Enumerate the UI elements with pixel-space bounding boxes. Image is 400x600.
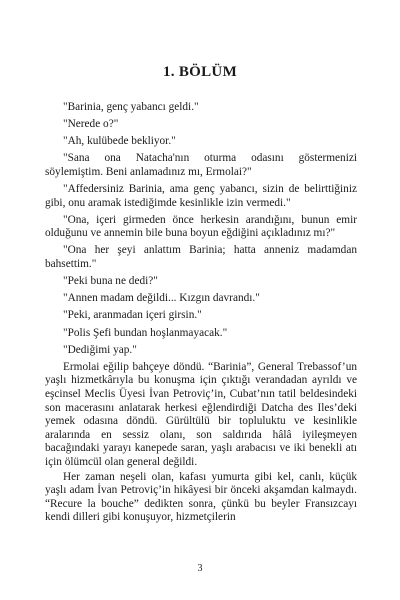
paragraph: "Dediğimi yap." <box>63 343 137 356</box>
paragraph: "Peki buna ne dedi?" <box>63 275 158 288</box>
chapter-title: 1. BÖLÜM <box>162 64 238 80</box>
paragraph: "Nerede o?" <box>63 118 119 131</box>
paragraph: "Barinia, genç yabancı geldi." <box>63 101 199 113</box>
paragraph: "Polis Şefi bundan hoşlanmayacak." <box>63 326 228 339</box>
paragraph: "Ona, içeri girmeden önce herkesin arandığını, bunun emir olduğunu ve annemin bile buna boyun eğdiğini açıkladınız mı?" <box>45 213 357 240</box>
paragraph: Ermolai eğilip bahçeye döndü. “Barinia”, General Trebassof’un yaşlı hizmetkârıyla bu konuşma için çıktığı verandadan ayrıldı ve eşcinsel Meclis Üyesi İvan Petroviç’in, Cubat’nın tatil beldesindeki son macerasını anlatarak herkesi eğlendirdiği Datcha des Iles’deki yemek odasına döndü. Gürültülü bir topluluktu ve kesinlikle aralarında en sessiz olanı, son saldırıda hâlâ iyileşmeyen bacağındaki yarayı kanepede saran, yaşlı arabacısı ve iki benekli atı için ölümcül olan general değildi. <box>45 360 357 468</box>
paragraph: "Ona her şeyi anlattım Barinia; hatta anneniz madamdan bahsettim." <box>45 244 357 271</box>
body-text <box>45 101 357 526</box>
paragraph: "Peki, aranmadan içeri girsin." <box>63 309 202 322</box>
page-number: 3 <box>197 563 203 574</box>
paragraph: "Annen madam değildi... Kızgın davrandı." <box>63 292 260 305</box>
paragraph: Her zaman neşeli olan, kafası yumurta gibi kel, canlı, küçük yaşlı adam İvan Petroviç’in hikâyesi bir önceki akşamdan kalmaydı. “Recure la bouche” dedikten sonra, çünkü bu beyler Fransızcayı kendi dilleri gibi konuşuyor, hizmetçilerin <box>45 470 357 524</box>
paragraph: "Sana ona Natacha'nın oturma odasını göstermenizi söylemiştim. Beni anlamadınız mı, Ermolai?" <box>45 152 357 178</box>
paragraph: "Affedersiniz Barinia, ama genç yabancı, sizin de belirttiğiniz gibi, onu aramak istediğimde kesinlikle izin vermedi." <box>45 183 357 209</box>
paragraph: "Ah, kulübede bekliyor." <box>63 135 176 148</box>
